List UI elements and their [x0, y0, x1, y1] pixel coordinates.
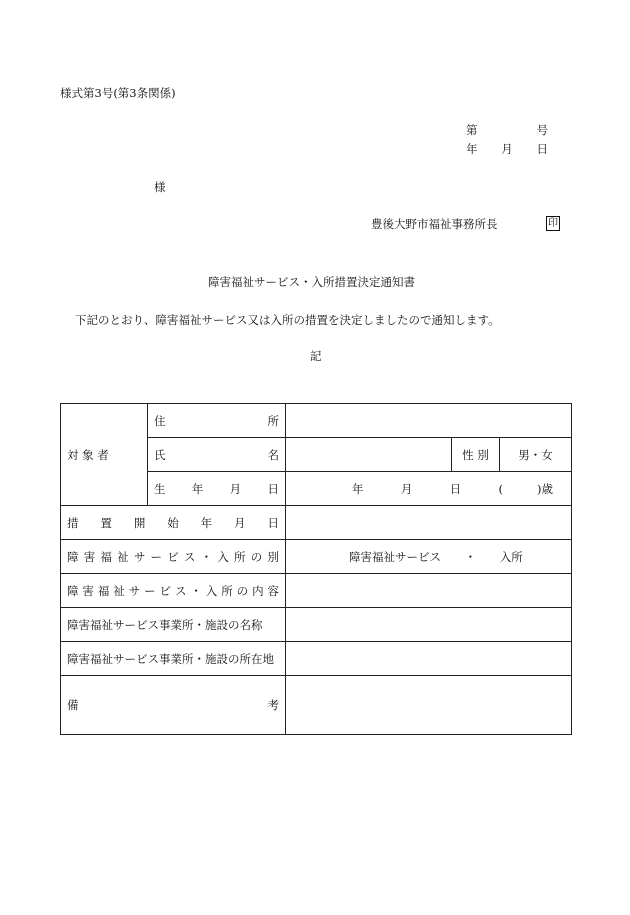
name-label-cell — [148, 438, 286, 472]
notice-table — [60, 403, 572, 735]
content-char: 祉 — [113, 583, 125, 598]
start-date-char: 置 — [100, 515, 112, 530]
birth-value-age — [498, 481, 553, 497]
kind-label-cell — [61, 540, 286, 574]
seal-mark — [546, 215, 560, 231]
content-char: ー — [144, 583, 156, 598]
form-number: 様式第3号(第3条関係) — [60, 86, 176, 100]
seal-icon: 印 — [548, 218, 558, 229]
start-date-char: 月 — [234, 515, 246, 530]
document-title: 障害福祉サービス・入所措置決定通知書 — [208, 275, 415, 289]
ki-heading: 記 — [310, 349, 322, 363]
address-label-a: 住 — [154, 413, 166, 428]
content-char: サ — [128, 583, 141, 598]
start-date-label — [67, 515, 279, 531]
content-label — [67, 583, 279, 599]
doc-number-dai: 第 — [466, 123, 478, 137]
start-date-char: 始 — [167, 515, 179, 530]
kind-char: ス — [183, 549, 196, 564]
content-value-cell[interactable] — [286, 574, 572, 608]
table-row-facility-name — [61, 608, 572, 642]
facility-name-label: 障害福祉サービス事業所・施設の名称 — [67, 617, 263, 632]
table-row-address — [61, 404, 572, 438]
address-label-b: 所 — [267, 413, 279, 428]
start-date-label-cell — [61, 506, 286, 540]
remarks-label-a: 備 — [67, 698, 79, 712]
kind-char: ・ — [200, 549, 213, 564]
date-day: 日 — [536, 142, 548, 156]
birth-label-a: 生 — [154, 481, 166, 496]
address-label-cell — [148, 404, 286, 438]
birth-label-c: 月 — [229, 481, 242, 496]
content-char: 入 — [205, 583, 218, 598]
birth-label-b: 年 — [191, 481, 204, 496]
kind-char: ー — [150, 549, 163, 564]
kind-char: 入 — [217, 549, 229, 564]
date-month: 月 — [501, 142, 513, 156]
remarks-value-cell[interactable] — [286, 676, 572, 735]
content-char: 内 — [252, 583, 264, 598]
kind-label — [67, 549, 279, 565]
age-close: )歳 — [536, 481, 553, 496]
kind-value-admission: 入所 — [499, 549, 523, 564]
birth-value-cell[interactable] — [286, 472, 572, 506]
date-year: 年 — [466, 142, 478, 156]
name-value-cell[interactable] — [286, 438, 452, 472]
kind-value-service: 障害福祉サービス — [349, 549, 441, 564]
birth-label-cell — [148, 472, 286, 506]
name-label-b: 名 — [267, 447, 279, 462]
table-row-content — [61, 574, 572, 608]
gender-value-cell[interactable] — [500, 438, 572, 472]
table-row-start-date — [61, 506, 572, 540]
start-date-char: 日 — [267, 515, 279, 530]
birth-value-year: 年 — [352, 481, 364, 496]
content-char: 障 — [67, 583, 79, 598]
birth-label-d: 日 — [267, 481, 279, 496]
content-char: ビ — [159, 583, 172, 598]
doc-number-go: 号 — [536, 123, 548, 137]
kind-char: の — [250, 549, 263, 564]
kind-char: 害 — [83, 549, 96, 564]
kind-char: サ — [133, 549, 146, 564]
birth-value-day: 日 — [449, 481, 462, 496]
facility-location-value-cell[interactable] — [286, 642, 572, 676]
content-char: ・ — [190, 583, 202, 598]
subject-cell — [61, 404, 148, 506]
start-date-char: 開 — [133, 515, 146, 530]
subject-label: 対 象 者 — [67, 447, 109, 462]
kind-char: 祉 — [117, 549, 129, 564]
facility-name-value-cell[interactable] — [286, 608, 572, 642]
gender-label-cell — [452, 438, 500, 472]
kind-char: ビ — [167, 549, 179, 564]
document-number-line — [466, 122, 548, 138]
content-char: 所 — [221, 583, 233, 598]
kind-char: 福 — [100, 549, 112, 564]
kind-value-cell[interactable] — [286, 540, 572, 574]
kind-value — [292, 549, 565, 565]
remarks-label-cell — [61, 676, 286, 735]
kind-char: 別 — [267, 549, 279, 564]
gender-value: 男・女 — [518, 447, 553, 462]
issuer-name: 豊後大野市福祉事務所長 — [371, 217, 498, 231]
start-date-char: 年 — [200, 515, 213, 530]
age-open: ( — [498, 481, 503, 496]
table-row-remarks — [61, 676, 572, 735]
table-row-facility-location — [61, 642, 572, 676]
content-char: の — [236, 583, 249, 598]
name-label-a: 氏 — [154, 447, 166, 462]
kind-char: 障 — [67, 549, 79, 564]
content-char: 害 — [82, 583, 94, 598]
kind-value-dot: ・ — [464, 549, 477, 564]
content-char: 容 — [267, 583, 279, 598]
content-char: 福 — [97, 583, 110, 598]
remarks-label-b: 考 — [267, 698, 279, 712]
start-date-char: 措 — [67, 515, 79, 530]
facility-location-label: 障害福祉サービス事業所・施設の所在地 — [67, 651, 274, 666]
facility-name-label-cell — [61, 608, 286, 642]
content-char: ス — [174, 583, 187, 598]
birth-value-month: 月 — [400, 481, 413, 496]
address-value-cell[interactable] — [286, 404, 572, 438]
addressee-suffix: 様 — [154, 180, 166, 194]
body-text: 下記のとおり、障害福祉サービス又は入所の措置を決定しましたので通知します。 — [75, 313, 500, 327]
kind-char: 所 — [234, 549, 246, 564]
date-line — [466, 141, 548, 157]
start-date-value-cell[interactable] — [286, 506, 572, 540]
facility-location-label-cell — [61, 642, 286, 676]
table-row-kind — [61, 540, 572, 574]
gender-label: 性 別 — [462, 447, 489, 462]
content-label-cell — [61, 574, 286, 608]
